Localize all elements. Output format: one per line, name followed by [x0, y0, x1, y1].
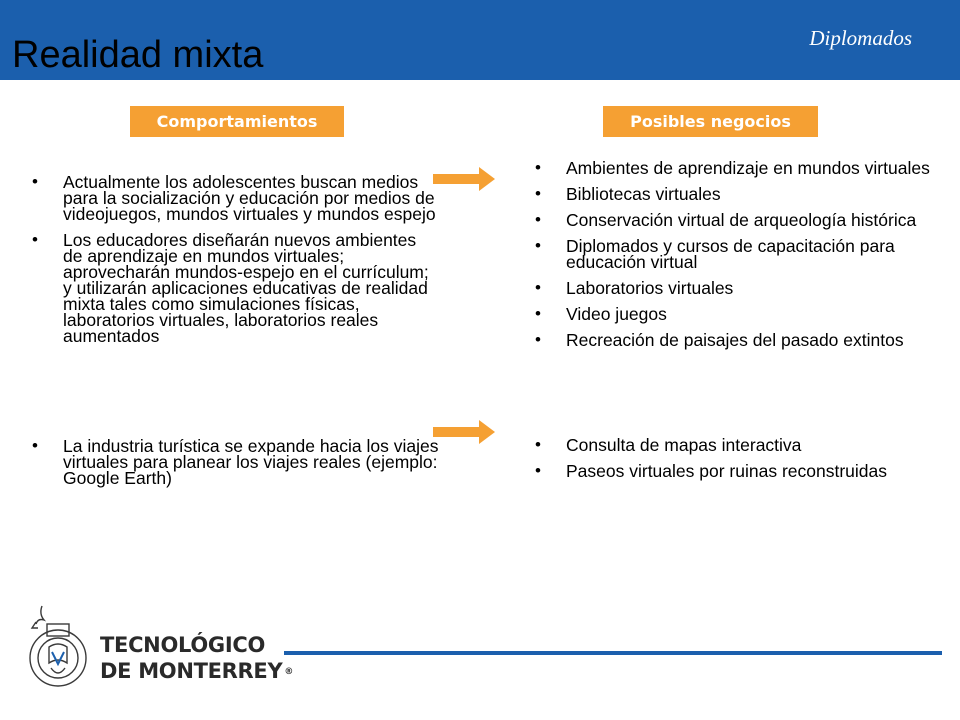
arrow-right-icon [433, 420, 495, 444]
list-item: • Los educadores diseñarán nuevos ambientes de aprendizaje en mundos virtuales; aprovecharán mundos-espejo en el currículum; y utilizarán aplicaciones educativas de realidad mixta tales como simulaciones físicas, laboratorios virtuales, laboratorios reales aumentados [30, 232, 440, 344]
list-item: • Conservación virtual de arqueología histórica [533, 212, 933, 228]
slide-title: Realidad mixta [12, 34, 264, 76]
arrow-right-icon [433, 167, 495, 191]
footer-divider [284, 651, 942, 655]
business-list-1 [533, 160, 933, 358]
behaviors-list-2 [30, 438, 440, 496]
list-item: • Laboratorios virtuales [533, 280, 933, 296]
list-item: • Diplomados y cursos de capacitación para educación virtual [533, 238, 933, 270]
behaviors-list-1 [30, 174, 440, 354]
list-item: • Bibliotecas virtuales [533, 186, 933, 202]
label-comportamientos: Comportamientos [130, 106, 344, 137]
business-list-2 [533, 437, 933, 489]
institution-logo: TECNOLÓGICO DE MONTERREY ® [100, 633, 294, 683]
list-item: • Recreación de paisajes del pasado extintos [533, 332, 933, 348]
label-posibles-negocios: Posibles negocios [603, 106, 818, 137]
seal-logo-icon [22, 602, 92, 692]
brand-label: Diplomados [809, 26, 912, 50]
list-item: • Ambientes de aprendizaje en mundos virtuales [533, 160, 933, 176]
list-item: • Paseos virtuales por ruinas reconstruidas [533, 463, 933, 479]
list-item: • Actualmente los adolescentes buscan medios para la socialización y educación por medios de videojuegos, mundos virtuales y mundos espejo [30, 174, 440, 222]
list-item: • La industria turística se expande hacia los viajes virtuales para planear los viajes reales (ejemplo: Google Earth) [30, 438, 440, 486]
list-item: • Video juegos [533, 306, 933, 322]
list-item: • Consulta de mapas interactiva [533, 437, 933, 453]
